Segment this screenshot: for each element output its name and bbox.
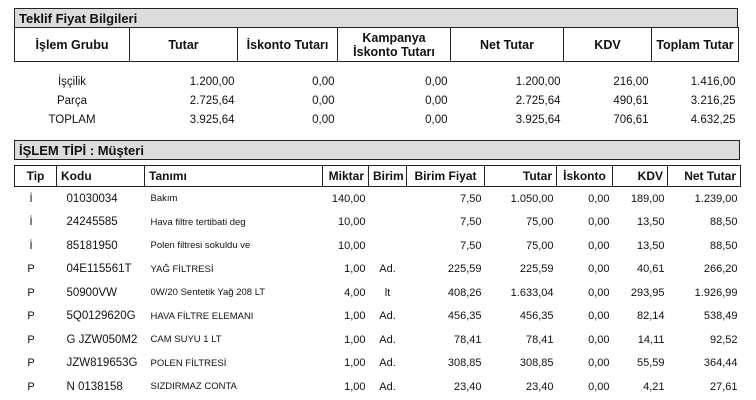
summary-header: Net Tutar <box>451 28 564 62</box>
item-cell: 7,50 <box>460 216 482 229</box>
item-cell: CAM SUYU 1 LT <box>150 334 222 346</box>
summary-total-row <box>15 110 739 129</box>
table-row <box>15 234 741 258</box>
item-cell <box>369 211 407 235</box>
item-cell: 0,00 <box>588 192 610 205</box>
item-cell: 538,49 <box>703 310 738 323</box>
item-cell: 189,00 <box>630 192 665 205</box>
table-row <box>15 211 741 235</box>
item-cell: 55,59 <box>636 357 665 370</box>
item-cell: 4,00 <box>344 286 366 299</box>
summary-cell: 1.416,00 <box>690 75 736 88</box>
operation-type-title: İŞLEM TİPİ : Müşteri <box>14 140 740 160</box>
item-cell: Ad. <box>379 333 396 346</box>
items-header: İskonto <box>557 166 613 187</box>
item-cell: P <box>27 286 35 299</box>
item-cell: 24245585 <box>66 216 118 229</box>
item-cell: 0,00 <box>588 380 610 393</box>
summary-cell: 4.632,25 <box>690 113 736 126</box>
table-row <box>15 328 741 352</box>
summary-cell: 0,00 <box>425 94 448 107</box>
item-cell: İ <box>29 216 33 229</box>
items-header-row <box>15 166 741 187</box>
item-cell: 04E115561T <box>66 263 132 276</box>
item-cell: 82,14 <box>636 310 665 323</box>
item-cell: 01030034 <box>66 192 118 205</box>
summary-cell: 216,00 <box>613 75 649 88</box>
summary-header: KDV <box>564 28 652 62</box>
item-cell: 308,85 <box>519 357 554 370</box>
items-header: Kodu <box>57 166 145 187</box>
summary-cell: 0,00 <box>425 75 448 88</box>
item-cell: 40,61 <box>636 263 665 276</box>
summary-cell: TOPLAM <box>48 113 96 126</box>
table-row <box>15 258 741 282</box>
items-header: Birim <box>369 166 407 187</box>
item-cell: 456,35 <box>519 310 554 323</box>
item-cell: 456,35 <box>447 310 482 323</box>
item-cell: Ad. <box>379 263 396 276</box>
item-cell: Bakım <box>150 193 178 205</box>
summary-header <box>338 28 451 62</box>
items-header: Miktar <box>323 166 369 187</box>
item-cell: P <box>27 333 35 346</box>
table-row <box>15 305 741 329</box>
item-cell: 0,00 <box>588 216 610 229</box>
summary-cell: 1.200,00 <box>515 75 561 88</box>
summary-cell: 0,00 <box>312 113 335 126</box>
item-cell: 225,59 <box>447 263 482 276</box>
item-cell: 0W/20 Sentetik Yağ 208 LT <box>150 287 266 299</box>
item-cell: 1,00 <box>344 263 366 276</box>
price-summary-table <box>14 27 739 129</box>
item-cell: 308,85 <box>447 357 482 370</box>
item-cell: 408,26 <box>447 286 482 299</box>
item-cell: 140,00 <box>331 192 366 205</box>
summary-cell: İşçilik <box>57 75 87 88</box>
table-row <box>15 187 741 211</box>
item-cell: 7,50 <box>460 239 482 252</box>
item-cell: YAĞ FİLTRESİ <box>150 263 214 275</box>
summary-cell: Parça <box>56 94 88 107</box>
summary-header: İşlem Grubu <box>15 28 130 62</box>
summary-cell: 3.925,64 <box>189 113 235 126</box>
item-cell: 10,00 <box>337 239 366 252</box>
item-cell: 13,50 <box>636 239 665 252</box>
item-cell: HAVA FİLTRE ELEMANI <box>150 310 254 322</box>
item-cell: G JZW050M2 <box>66 333 138 346</box>
item-cell: Ad. <box>379 380 396 393</box>
items-header: Tutar <box>485 166 557 187</box>
item-cell: İ <box>29 192 33 205</box>
item-cell: P <box>27 357 35 370</box>
item-cell: P <box>27 380 35 393</box>
items-header: Birim Fiyat <box>407 166 485 187</box>
item-cell: 23,40 <box>453 380 482 393</box>
summary-header: Tutar <box>130 28 238 62</box>
summary-cell: 3.925,64 <box>515 113 561 126</box>
summary-row <box>15 91 739 110</box>
summary-section-title: Teklif Fiyat Bilgileri <box>14 8 738 28</box>
items-header: KDV <box>613 166 668 187</box>
summary-header: Toplam Tutar <box>652 28 739 62</box>
summary-cell: 2.725,64 <box>189 94 235 107</box>
summary-cell: 706,61 <box>613 113 649 126</box>
item-cell <box>369 234 407 258</box>
items-header: Tanımı <box>145 166 323 187</box>
item-cell: 266,20 <box>703 263 738 276</box>
item-cell: 23,40 <box>525 380 554 393</box>
item-cell: 88,50 <box>709 239 738 252</box>
item-cell: 78,41 <box>453 333 482 346</box>
items-header: Net Tutar <box>668 166 741 187</box>
item-cell: SIZDIRMAZ CONTA <box>150 381 237 393</box>
item-cell: 14,11 <box>637 333 665 346</box>
item-cell: 1.926,99 <box>694 286 738 299</box>
item-cell: Hava filtre tertibati deg <box>150 216 246 228</box>
summary-cell: 0,00 <box>425 113 448 126</box>
item-cell: 13,50 <box>636 216 665 229</box>
item-cell: 0,00 <box>588 286 610 299</box>
item-cell: 364,44 <box>703 357 738 370</box>
item-cell: 75,00 <box>525 239 554 252</box>
item-cell: 1,00 <box>344 333 366 346</box>
summary-cell: 1.200,00 <box>189 75 235 88</box>
item-cell: P <box>27 310 35 323</box>
item-cell: 225,59 <box>519 263 554 276</box>
summary-row <box>15 62 739 92</box>
item-cell: 293,95 <box>630 286 665 299</box>
item-cell: 0,00 <box>588 333 610 346</box>
item-cell: 0,00 <box>588 239 610 252</box>
item-cell: 75,00 <box>525 216 554 229</box>
summary-header-row <box>15 28 739 62</box>
item-cell: JZW819653G <box>66 357 138 370</box>
item-cell: 1,00 <box>344 357 366 370</box>
item-cell: Ad. <box>379 310 396 323</box>
item-cell: N 0138158 <box>66 380 123 393</box>
items-header: Tip <box>15 166 57 187</box>
item-cell <box>369 187 407 211</box>
item-cell: 1,00 <box>344 310 366 323</box>
summary-cell: 2.725,64 <box>515 94 561 107</box>
item-cell: 1,00 <box>344 380 366 393</box>
item-cell: 78,41 <box>525 333 554 346</box>
item-cell: 10,00 <box>337 216 366 229</box>
item-cell: 1.239,00 <box>694 192 738 205</box>
table-row <box>15 352 741 376</box>
line-items-table <box>14 165 741 399</box>
item-cell: 1.633,04 <box>510 286 554 299</box>
item-cell: POLEN FİLTRESİ <box>150 357 227 369</box>
item-cell: İ <box>29 239 33 252</box>
item-cell: Polen filtresi sokuldu ve <box>150 240 251 252</box>
summary-cell: 0,00 <box>312 94 335 107</box>
item-cell: 0,00 <box>588 357 610 370</box>
item-cell: 0,00 <box>588 310 610 323</box>
table-row <box>15 375 741 399</box>
table-row <box>15 281 741 305</box>
summary-cell: 0,00 <box>312 75 335 88</box>
item-cell: Ad. <box>379 357 396 370</box>
item-cell: 7,50 <box>460 192 482 205</box>
summary-cell: 3.216,25 <box>690 94 736 107</box>
item-cell: 0,00 <box>588 263 610 276</box>
summary-header: İskonto Tutarı <box>238 28 338 62</box>
summary-cell: 490,61 <box>613 94 649 107</box>
item-cell: 5Q0129620G <box>66 310 136 323</box>
item-cell: 50900VW <box>66 286 118 299</box>
item-cell: 92,52 <box>709 333 738 346</box>
item-cell: 85181950 <box>66 239 118 252</box>
item-cell: 88,50 <box>709 216 738 229</box>
summary-header-line: İskonto Tutarı <box>353 44 435 59</box>
item-cell: lt <box>384 286 391 299</box>
item-cell: P <box>27 263 35 276</box>
item-cell: 27,61 <box>709 380 738 393</box>
summary-header-line: Kampanya <box>362 30 426 45</box>
item-cell: 4,21 <box>643 380 665 393</box>
item-cell: 1.050,00 <box>510 192 554 205</box>
items-body <box>15 187 741 399</box>
